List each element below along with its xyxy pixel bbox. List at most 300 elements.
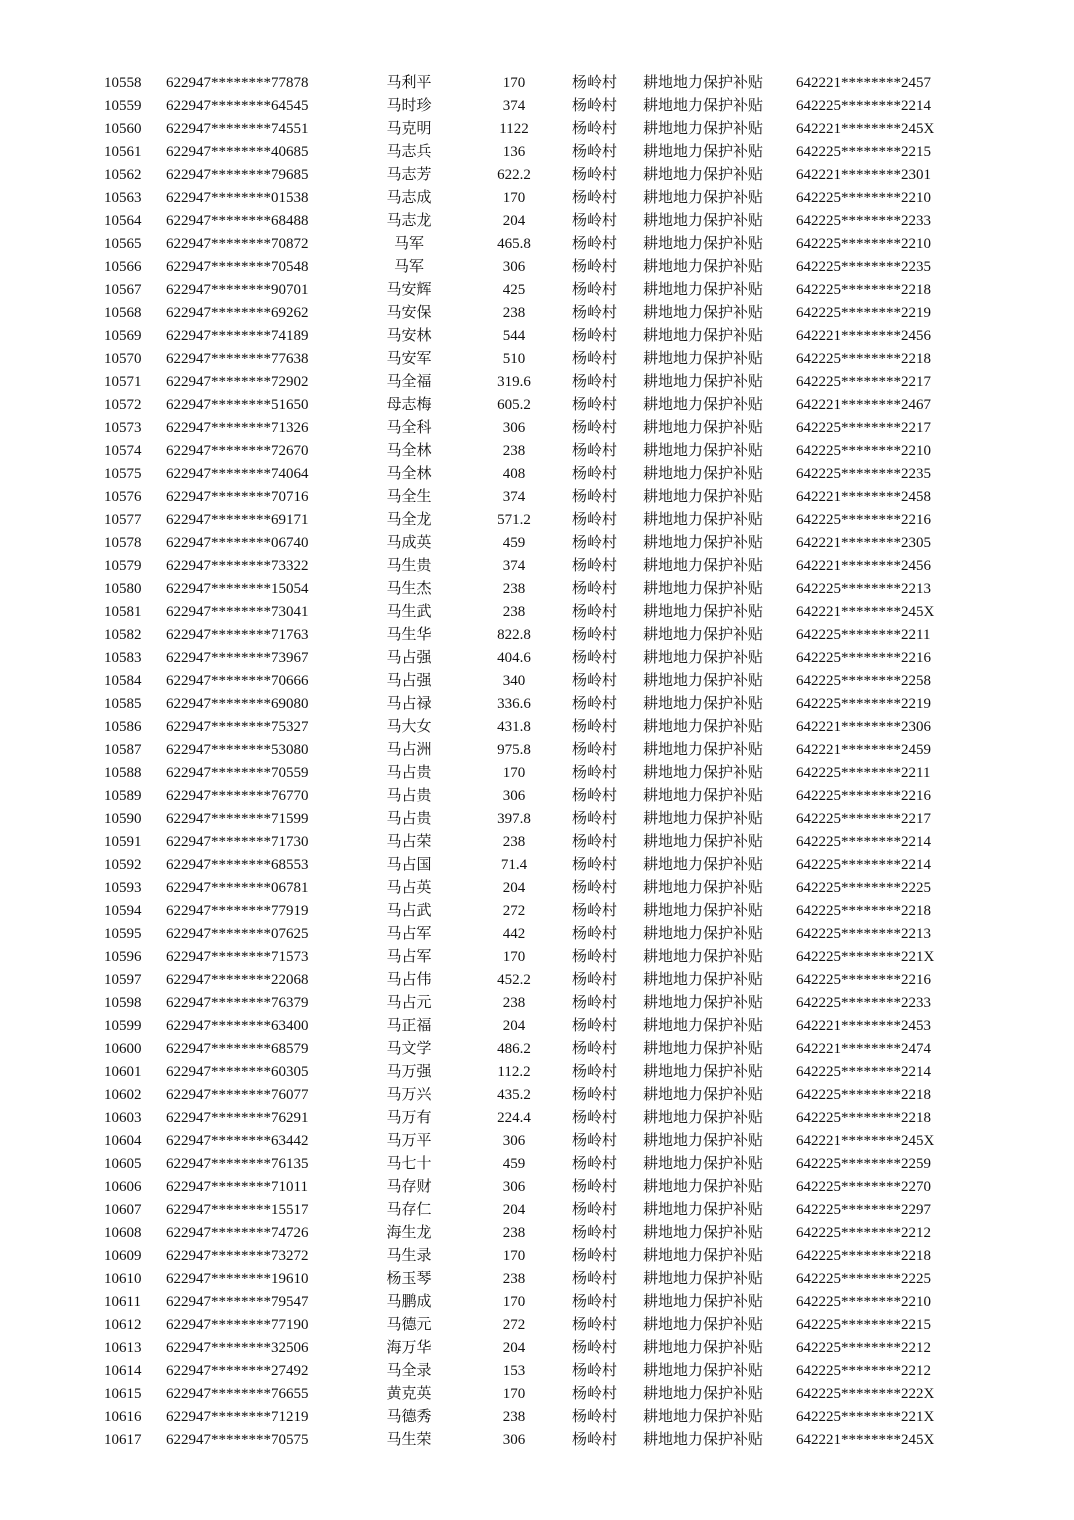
- subsidy-type: 耕地地力保护补贴: [643, 259, 764, 275]
- recipient-name: 马占强: [386, 673, 432, 689]
- village-name: 杨岭村: [572, 650, 618, 666]
- bank-card-number: 622947********69171: [166, 512, 309, 528]
- row-number: 10601: [104, 1064, 142, 1080]
- subsidy-type: 耕地地力保护补贴: [643, 972, 764, 988]
- subsidy-amount: 459: [502, 1156, 526, 1172]
- bank-card-number: 622947********71573: [166, 949, 309, 965]
- subsidy-type: 耕地地力保护补贴: [643, 581, 764, 597]
- recipient-name: 海生龙: [386, 1225, 432, 1241]
- subsidy-amount: 605.2: [497, 397, 531, 413]
- table-row: [0, 670, 1074, 693]
- id-number: 642225********2210: [796, 1294, 931, 1310]
- bank-card-number: 622947********40685: [166, 144, 309, 160]
- village-name: 杨岭村: [572, 1363, 618, 1379]
- row-number: 10582: [104, 627, 142, 643]
- village-name: 杨岭村: [572, 581, 618, 597]
- table-row: [0, 463, 1074, 486]
- row-number: 10591: [104, 834, 142, 850]
- subsidy-amount: 238: [502, 1271, 526, 1287]
- subsidy-amount: 336.6: [497, 696, 531, 712]
- recipient-name: 马生荣: [386, 1432, 432, 1448]
- subsidy-type: 耕地地力保护补贴: [643, 1202, 764, 1218]
- id-number: 642225********2210: [796, 190, 931, 206]
- subsidy-amount: 622.2: [497, 167, 531, 183]
- subsidy-type: 耕地地力保护补贴: [643, 949, 764, 965]
- id-number: 642225********2225: [796, 880, 931, 896]
- village-name: 杨岭村: [572, 949, 618, 965]
- subsidy-type: 耕地地力保护补贴: [643, 305, 764, 321]
- subsidy-type: 耕地地力保护补贴: [643, 926, 764, 942]
- village-name: 杨岭村: [572, 420, 618, 436]
- recipient-name: 马大女: [386, 719, 432, 735]
- subsidy-type: 耕地地力保护补贴: [643, 167, 764, 183]
- row-number: 10607: [104, 1202, 142, 1218]
- subsidy-type: 耕地地力保护补贴: [643, 98, 764, 114]
- village-name: 杨岭村: [572, 512, 618, 528]
- subsidy-type: 耕地地力保护补贴: [643, 443, 764, 459]
- subsidy-type: 耕地地力保护补贴: [643, 834, 764, 850]
- table-row: [0, 1130, 1074, 1153]
- table-row: [0, 601, 1074, 624]
- recipient-name: 马占禄: [386, 696, 432, 712]
- recipient-name: 马志成: [386, 190, 432, 206]
- table-row: [0, 325, 1074, 348]
- bank-card-number: 622947********69262: [166, 305, 309, 321]
- id-number: 642221********2456: [796, 328, 931, 344]
- subsidy-amount: 204: [502, 1202, 526, 1218]
- recipient-name: 马军: [393, 236, 424, 252]
- row-number: 10564: [104, 213, 142, 229]
- table-row: [0, 1107, 1074, 1130]
- subsidy-amount: 204: [502, 1340, 526, 1356]
- village-name: 杨岭村: [572, 972, 618, 988]
- recipient-name: 马志芳: [386, 167, 432, 183]
- row-number: 10608: [104, 1225, 142, 1241]
- bank-card-number: 622947********70548: [166, 259, 309, 275]
- recipient-name: 马志兵: [386, 144, 432, 160]
- table-row: [0, 1406, 1074, 1429]
- id-number: 642225********2218: [796, 903, 931, 919]
- subsidy-type: 耕地地力保护补贴: [643, 719, 764, 735]
- village-name: 杨岭村: [572, 190, 618, 206]
- village-name: 杨岭村: [572, 1179, 618, 1195]
- recipient-name: 马全生: [386, 489, 432, 505]
- subsidy-amount: 486.2: [497, 1041, 531, 1057]
- recipient-name: 马生贵: [386, 558, 432, 574]
- table-row: [0, 256, 1074, 279]
- table-row: [0, 854, 1074, 877]
- subsidy-amount: 822.8: [497, 627, 531, 643]
- bank-card-number: 622947********71730: [166, 834, 309, 850]
- row-number: 10614: [104, 1363, 142, 1379]
- subsidy-amount: 397.8: [497, 811, 531, 827]
- row-number: 10574: [104, 443, 142, 459]
- row-number: 10612: [104, 1317, 142, 1333]
- table-row: [0, 1268, 1074, 1291]
- table-row: [0, 716, 1074, 739]
- recipient-name: 马鹏成: [386, 1294, 432, 1310]
- row-number: 10592: [104, 857, 142, 873]
- row-number: 10559: [104, 98, 142, 114]
- bank-card-number: 622947********74064: [166, 466, 309, 482]
- id-number: 642225********2216: [796, 650, 931, 666]
- bank-card-number: 622947********77190: [166, 1317, 309, 1333]
- subsidy-type: 耕地地力保护补贴: [643, 1317, 764, 1333]
- row-number: 10597: [104, 972, 142, 988]
- table-row: [0, 578, 1074, 601]
- id-number: 642225********2218: [796, 351, 931, 367]
- id-number: 642225********2216: [796, 972, 931, 988]
- table-row: [0, 647, 1074, 670]
- id-number: 642225********2217: [796, 811, 931, 827]
- table-row: [0, 946, 1074, 969]
- bank-card-number: 622947********68488: [166, 213, 309, 229]
- row-number: 10571: [104, 374, 142, 390]
- recipient-name: 马文学: [386, 1041, 432, 1057]
- village-name: 杨岭村: [572, 1041, 618, 1057]
- id-number: 642225********2235: [796, 259, 931, 275]
- row-number: 10587: [104, 742, 142, 758]
- row-number: 10593: [104, 880, 142, 896]
- recipient-name: 马七十: [386, 1156, 432, 1172]
- subsidy-amount: 170: [502, 765, 526, 781]
- row-number: 10602: [104, 1087, 142, 1103]
- table-row: [0, 164, 1074, 187]
- id-number: 642225********2214: [796, 857, 931, 873]
- subsidy-amount: 340: [502, 673, 526, 689]
- subsidy-type: 耕地地力保护补贴: [643, 1179, 764, 1195]
- village-name: 杨岭村: [572, 374, 618, 390]
- subsidy-amount: 306: [502, 1133, 526, 1149]
- id-number: 642225********2210: [796, 236, 931, 252]
- bank-card-number: 622947********68579: [166, 1041, 309, 1057]
- bank-card-number: 622947********63442: [166, 1133, 309, 1149]
- village-name: 杨岭村: [572, 1133, 618, 1149]
- row-number: 10586: [104, 719, 142, 735]
- subsidy-type: 耕地地力保护补贴: [643, 604, 764, 620]
- table-row: [0, 187, 1074, 210]
- subsidy-amount: 319.6: [497, 374, 531, 390]
- row-number: 10563: [104, 190, 142, 206]
- subsidy-type: 耕地地力保护补贴: [643, 489, 764, 505]
- subsidy-amount: 170: [502, 1386, 526, 1402]
- table-row: [0, 1153, 1074, 1176]
- row-number: 10568: [104, 305, 142, 321]
- recipient-name: 马存财: [386, 1179, 432, 1195]
- id-number: 642225********2217: [796, 374, 931, 390]
- recipient-name: 马万有: [386, 1110, 432, 1126]
- id-number: 642225********2297: [796, 1202, 931, 1218]
- id-number: 642225********2235: [796, 466, 931, 482]
- subsidy-type: 耕地地力保护补贴: [643, 627, 764, 643]
- row-number: 10595: [104, 926, 142, 942]
- row-number: 10575: [104, 466, 142, 482]
- recipient-name: 马全录: [386, 1363, 432, 1379]
- table-row: [0, 371, 1074, 394]
- subsidy-amount: 306: [502, 788, 526, 804]
- id-number: 642225********2214: [796, 1064, 931, 1080]
- table-row: [0, 1176, 1074, 1199]
- row-number: 10581: [104, 604, 142, 620]
- village-name: 杨岭村: [572, 788, 618, 804]
- table-row: [0, 302, 1074, 325]
- row-number: 10566: [104, 259, 142, 275]
- table-row: [0, 1222, 1074, 1245]
- subsidy-amount: 224.4: [497, 1110, 531, 1126]
- subsidy-amount: 306: [502, 259, 526, 275]
- bank-card-number: 622947********76379: [166, 995, 309, 1011]
- table-row: [0, 141, 1074, 164]
- recipient-name: 马军: [393, 259, 424, 275]
- row-number: 10572: [104, 397, 142, 413]
- subsidy-amount: 170: [502, 75, 526, 91]
- row-number: 10562: [104, 167, 142, 183]
- row-number: 10584: [104, 673, 142, 689]
- village-name: 杨岭村: [572, 1409, 618, 1425]
- subsidy-type: 耕地地力保护补贴: [643, 1156, 764, 1172]
- subsidy-amount: 170: [502, 1294, 526, 1310]
- row-number: 10605: [104, 1156, 142, 1172]
- row-number: 10569: [104, 328, 142, 344]
- village-name: 杨岭村: [572, 834, 618, 850]
- row-number: 10610: [104, 1271, 142, 1287]
- row-number: 10604: [104, 1133, 142, 1149]
- bank-card-number: 622947********63400: [166, 1018, 309, 1034]
- village-name: 杨岭村: [572, 696, 618, 712]
- subsidy-type: 耕地地力保护补贴: [643, 673, 764, 689]
- subsidy-amount: 571.2: [497, 512, 531, 528]
- subsidy-type: 耕地地力保护补贴: [643, 880, 764, 896]
- subsidy-amount: 408: [502, 466, 526, 482]
- row-number: 10615: [104, 1386, 142, 1402]
- row-number: 10596: [104, 949, 142, 965]
- id-number: 642221********2306: [796, 719, 931, 735]
- village-name: 杨岭村: [572, 1317, 618, 1333]
- row-number: 10616: [104, 1409, 142, 1425]
- bank-card-number: 622947********76655: [166, 1386, 309, 1402]
- subsidy-amount: 204: [502, 880, 526, 896]
- row-number: 10577: [104, 512, 142, 528]
- row-number: 10594: [104, 903, 142, 919]
- id-number: 642225********2213: [796, 581, 931, 597]
- village-name: 杨岭村: [572, 1271, 618, 1287]
- id-number: 642225********2218: [796, 1110, 931, 1126]
- recipient-name: 马占伟: [386, 972, 432, 988]
- subsidy-amount: 272: [502, 1317, 526, 1333]
- recipient-name: 马万强: [386, 1064, 432, 1080]
- table-row: [0, 72, 1074, 95]
- row-number: 10611: [104, 1294, 141, 1310]
- table-row: [0, 624, 1074, 647]
- subsidy-amount: 170: [502, 190, 526, 206]
- id-number: 642225********2212: [796, 1363, 931, 1379]
- subsidy-amount: 170: [502, 1248, 526, 1264]
- table-row: [0, 1383, 1074, 1406]
- recipient-name: 马正福: [386, 1018, 432, 1034]
- row-number: 10609: [104, 1248, 142, 1264]
- village-name: 杨岭村: [572, 742, 618, 758]
- subsidy-amount: 238: [502, 1225, 526, 1241]
- recipient-name: 马全林: [386, 443, 432, 459]
- village-name: 杨岭村: [572, 811, 618, 827]
- village-name: 杨岭村: [572, 466, 618, 482]
- id-number: 642225********2233: [796, 213, 931, 229]
- village-name: 杨岭村: [572, 995, 618, 1011]
- id-number: 642225********2212: [796, 1340, 931, 1356]
- subsidy-type: 耕地地力保护补贴: [643, 1064, 764, 1080]
- table-row: [0, 762, 1074, 785]
- bank-card-number: 622947********73967: [166, 650, 309, 666]
- subsidy-type: 耕地地力保护补贴: [643, 121, 764, 137]
- subsidy-amount: 272: [502, 903, 526, 919]
- subsidy-amount: 238: [502, 834, 526, 850]
- id-number: 642221********2453: [796, 1018, 931, 1034]
- row-number: 10589: [104, 788, 142, 804]
- subsidy-amount: 435.2: [497, 1087, 531, 1103]
- table-row: [0, 808, 1074, 831]
- village-name: 杨岭村: [572, 765, 618, 781]
- id-number: 642221********2456: [796, 558, 931, 574]
- table-row: [0, 1429, 1074, 1452]
- id-number: 642225********2212: [796, 1225, 931, 1241]
- bank-card-number: 622947********70872: [166, 236, 309, 252]
- recipient-name: 马占英: [386, 880, 432, 896]
- village-name: 杨岭村: [572, 236, 618, 252]
- village-name: 杨岭村: [572, 167, 618, 183]
- bank-card-number: 622947********06740: [166, 535, 309, 551]
- recipient-name: 马占强: [386, 650, 432, 666]
- id-number: 642225********2233: [796, 995, 931, 1011]
- bank-card-number: 622947********73272: [166, 1248, 309, 1264]
- subsidy-type: 耕地地力保护补贴: [643, 788, 764, 804]
- subsidy-type: 耕地地力保护补贴: [643, 420, 764, 436]
- table-row: [0, 509, 1074, 532]
- table-row: [0, 440, 1074, 463]
- row-number: 10606: [104, 1179, 142, 1195]
- row-number: 10598: [104, 995, 142, 1011]
- subsidy-type: 耕地地力保护补贴: [643, 1133, 764, 1149]
- subsidy-type: 耕地地力保护补贴: [643, 1225, 764, 1241]
- village-name: 杨岭村: [572, 144, 618, 160]
- bank-card-number: 622947********74189: [166, 328, 309, 344]
- table-row: [0, 1199, 1074, 1222]
- subsidy-type: 耕地地力保护补贴: [643, 1294, 764, 1310]
- recipient-name: 杨玉琴: [386, 1271, 432, 1287]
- row-number: 10580: [104, 581, 142, 597]
- id-number: 642225********2210: [796, 443, 931, 459]
- subsidy-amount: 238: [502, 581, 526, 597]
- table-row: [0, 1291, 1074, 1314]
- row-number: 10588: [104, 765, 142, 781]
- table-row: [0, 900, 1074, 923]
- id-number: 642221********2459: [796, 742, 931, 758]
- table-row: [0, 348, 1074, 371]
- row-number: 10590: [104, 811, 142, 827]
- id-number: 642221********245X: [796, 1432, 935, 1448]
- bank-card-number: 622947********27492: [166, 1363, 309, 1379]
- row-number: 10565: [104, 236, 142, 252]
- recipient-name: 马全福: [386, 374, 432, 390]
- subsidy-amount: 238: [502, 995, 526, 1011]
- bank-card-number: 622947********68553: [166, 857, 309, 873]
- village-name: 杨岭村: [572, 627, 618, 643]
- subsidy-amount: 431.8: [497, 719, 531, 735]
- bank-card-number: 622947********32506: [166, 1340, 309, 1356]
- subsidy-amount: 425: [502, 282, 526, 298]
- row-number: 10617: [104, 1432, 142, 1448]
- row-number: 10576: [104, 489, 142, 505]
- table-row: [0, 486, 1074, 509]
- id-number: 642221********2457: [796, 75, 931, 91]
- village-name: 杨岭村: [572, 1156, 618, 1172]
- table-row: [0, 992, 1074, 1015]
- village-name: 杨岭村: [572, 903, 618, 919]
- village-name: 杨岭村: [572, 75, 618, 91]
- id-number: 642225********2219: [796, 305, 931, 321]
- id-number: 642225********2259: [796, 1156, 931, 1172]
- village-name: 杨岭村: [572, 282, 618, 298]
- subsidy-amount: 306: [502, 420, 526, 436]
- bank-card-number: 622947********70666: [166, 673, 309, 689]
- recipient-name: 马安辉: [386, 282, 432, 298]
- village-name: 杨岭村: [572, 1248, 618, 1264]
- table-row: [0, 417, 1074, 440]
- bank-card-number: 622947********07625: [166, 926, 309, 942]
- bank-card-number: 622947********70559: [166, 765, 309, 781]
- id-number: 642225********2218: [796, 1248, 931, 1264]
- id-number: 642221********2458: [796, 489, 931, 505]
- table-row: [0, 831, 1074, 854]
- village-name: 杨岭村: [572, 1294, 618, 1310]
- recipient-name: 马占元: [386, 995, 432, 1011]
- recipient-name: 马生杰: [386, 581, 432, 597]
- row-number: 10567: [104, 282, 142, 298]
- recipient-name: 马万平: [386, 1133, 432, 1149]
- subsidy-amount: 204: [502, 1018, 526, 1034]
- village-name: 杨岭村: [572, 305, 618, 321]
- village-name: 杨岭村: [572, 857, 618, 873]
- id-number: 642225********2218: [796, 1087, 931, 1103]
- id-number: 642225********2217: [796, 420, 931, 436]
- table-row: [0, 1084, 1074, 1107]
- subsidy-type: 耕地地力保护补贴: [643, 742, 764, 758]
- row-number: 10561: [104, 144, 142, 160]
- table-row: [0, 969, 1074, 992]
- subsidy-amount: 306: [502, 1179, 526, 1195]
- village-name: 杨岭村: [572, 121, 618, 137]
- bank-card-number: 622947********74726: [166, 1225, 309, 1241]
- subsidy-type: 耕地地力保护补贴: [643, 765, 764, 781]
- id-number: 642225********2211: [796, 627, 931, 643]
- subsidy-type: 耕地地力保护补贴: [643, 1110, 764, 1126]
- id-number: 642221********245X: [796, 1133, 935, 1149]
- subsidy-amount: 374: [502, 98, 526, 114]
- bank-card-number: 622947********75327: [166, 719, 309, 735]
- table-row: [0, 394, 1074, 417]
- village-name: 杨岭村: [572, 1087, 618, 1103]
- recipient-name: 马时珍: [386, 98, 432, 114]
- subsidy-amount: 238: [502, 604, 526, 620]
- table-row: [0, 1015, 1074, 1038]
- recipient-name: 马成英: [386, 535, 432, 551]
- row-number: 10579: [104, 558, 142, 574]
- village-name: 杨岭村: [572, 259, 618, 275]
- village-name: 杨岭村: [572, 880, 618, 896]
- subsidy-type: 耕地地力保护补贴: [643, 213, 764, 229]
- bank-card-number: 622947********73041: [166, 604, 309, 620]
- subsidy-amount: 238: [502, 305, 526, 321]
- table-row: [0, 1038, 1074, 1061]
